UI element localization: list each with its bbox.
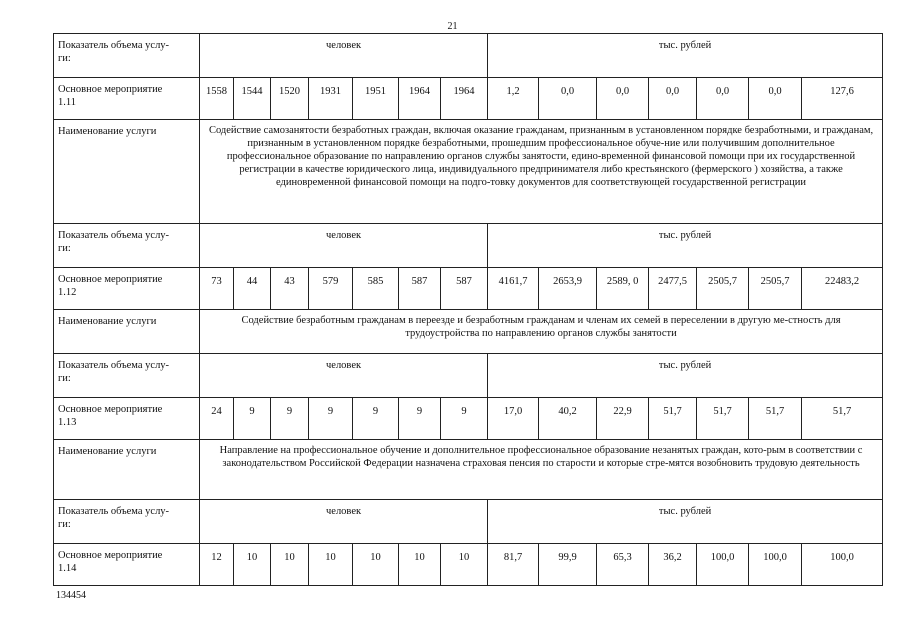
people-value: 585	[353, 268, 399, 310]
unit-people: человек	[200, 34, 488, 78]
money-value: 0,0	[749, 78, 802, 120]
unit-money: тыс. рублей	[488, 34, 883, 78]
people-value: 10	[441, 544, 488, 586]
indicator-row	[54, 224, 883, 268]
indicator-label: Показатель объема услу- ги:	[54, 500, 200, 544]
activity-row-1-13	[54, 398, 883, 440]
indicator-label: Показатель объема услу- ги:	[54, 224, 200, 268]
service-description: Содействие самозанятости безработных граждан, включая оказание гражданам, признанным в установленном порядке безработными, и гражданам, признанным в установленном порядке безработными, прошедшим профессиональное обуче-ние или получившим дополнительное профессиональное образование по направлению органов службы занятости, едино-временной финансовой помощи при их государственной регистрации в качестве юридического лица, индивидуального предпринимателя либо крестьянского (фермерского ) хозяйства, а также единовременной финансовой помощи на подго-товку документов для соответствующей государственной регистрации	[200, 120, 883, 224]
money-value: 0,0	[697, 78, 749, 120]
money-value: 4161,7	[488, 268, 539, 310]
unit-money: тыс. рублей	[488, 224, 883, 268]
activity-label: Основное мероприятие 1.11	[54, 78, 200, 120]
money-value: 100,0	[697, 544, 749, 586]
people-value: 1520	[271, 78, 309, 120]
document-code: 134454	[56, 590, 86, 601]
people-value: 1964	[441, 78, 488, 120]
people-value: 10	[399, 544, 441, 586]
unit-people: человек	[200, 224, 488, 268]
money-value: 40,2	[539, 398, 597, 440]
money-value: 0,0	[539, 78, 597, 120]
money-value: 17,0	[488, 398, 539, 440]
service-row	[54, 440, 883, 500]
people-value: 9	[399, 398, 441, 440]
money-value: 1,2	[488, 78, 539, 120]
money-value: 2505,7	[749, 268, 802, 310]
service-label: Наименование услуги	[54, 440, 200, 500]
service-row	[54, 120, 883, 224]
people-value: 9	[309, 398, 353, 440]
money-value: 51,7	[749, 398, 802, 440]
indicator-label: Показатель объема услу- ги:	[54, 354, 200, 398]
indicator-row	[54, 34, 883, 78]
activity-label: Основное мероприятие 1.12	[54, 268, 200, 310]
people-value: 1544	[234, 78, 271, 120]
money-value: 100,0	[749, 544, 802, 586]
activity-label: Основное мероприятие 1.13	[54, 398, 200, 440]
people-value: 9	[353, 398, 399, 440]
people-value: 10	[353, 544, 399, 586]
people-value: 1931	[309, 78, 353, 120]
unit-people: человек	[200, 354, 488, 398]
service-label: Наименование услуги	[54, 310, 200, 354]
money-value: 51,7	[649, 398, 697, 440]
money-value: 51,7	[697, 398, 749, 440]
activity-row-1-11	[54, 78, 883, 120]
people-value: 24	[200, 398, 234, 440]
people-value: 9	[271, 398, 309, 440]
people-value: 44	[234, 268, 271, 310]
money-value: 127,6	[802, 78, 883, 120]
people-value: 1964	[399, 78, 441, 120]
activity-row-1-12	[54, 268, 883, 310]
people-value: 43	[271, 268, 309, 310]
money-value: 2653,9	[539, 268, 597, 310]
service-row	[54, 310, 883, 354]
money-value: 0,0	[597, 78, 649, 120]
people-value: 10	[271, 544, 309, 586]
people-value: 10	[234, 544, 271, 586]
money-value: 22483,2	[802, 268, 883, 310]
people-value: 73	[200, 268, 234, 310]
service-description: Содействие безработным гражданам в переезде и безработным гражданам и членам их семей в переселении в другую ме-стность для трудоустройства по направлению органов службы занятости	[200, 310, 883, 354]
money-value: 0,0	[649, 78, 697, 120]
money-value: 36,2	[649, 544, 697, 586]
service-description: Направление на профессиональное обучение и дополнительное профессиональное образование незанятых граждан, кото-рым в соответствии с законодательством Российской Федерации назначена страховая пенсия по старости и которые стре-мятся возобновить трудовую деятельность	[200, 440, 883, 500]
money-value: 100,0	[802, 544, 883, 586]
service-indicators-table	[53, 33, 883, 586]
indicator-label: Показатель объема услу- ги:	[54, 34, 200, 78]
money-value: 81,7	[488, 544, 539, 586]
money-value: 99,9	[539, 544, 597, 586]
unit-people: человек	[200, 500, 488, 544]
money-value: 2477,5	[649, 268, 697, 310]
indicator-row	[54, 500, 883, 544]
people-value: 9	[441, 398, 488, 440]
people-value: 12	[200, 544, 234, 586]
people-value: 587	[399, 268, 441, 310]
people-value: 10	[309, 544, 353, 586]
money-value: 2505,7	[697, 268, 749, 310]
people-value: 579	[309, 268, 353, 310]
people-value: 587	[441, 268, 488, 310]
people-value: 1951	[353, 78, 399, 120]
people-value: 1558	[200, 78, 234, 120]
activity-label: Основное мероприятие 1.14	[54, 544, 200, 586]
unit-money: тыс. рублей	[488, 354, 883, 398]
people-value: 9	[234, 398, 271, 440]
activity-row-1-14	[54, 544, 883, 586]
indicator-row	[54, 354, 883, 398]
money-value: 2589, 0	[597, 268, 649, 310]
service-label: Наименование услуги	[54, 120, 200, 224]
page-number: 21	[447, 21, 458, 32]
unit-money: тыс. рублей	[488, 500, 883, 544]
money-value: 65,3	[597, 544, 649, 586]
money-value: 51,7	[802, 398, 883, 440]
money-value: 22,9	[597, 398, 649, 440]
